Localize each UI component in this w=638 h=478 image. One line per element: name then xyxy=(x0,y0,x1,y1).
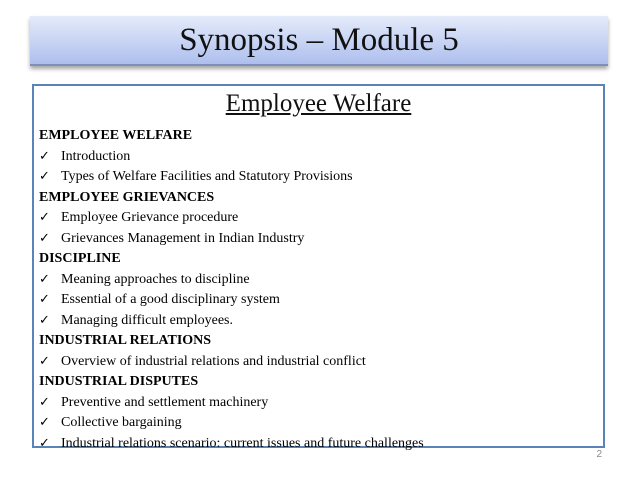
checkmark-icon: ✓ xyxy=(39,292,50,307)
section-heading: INDUSTRIAL DISPUTES xyxy=(39,374,199,389)
list-item xyxy=(39,413,424,434)
list-item-text: Preventive and settlement machinery xyxy=(61,394,269,410)
checkmark-icon: ✓ xyxy=(39,435,50,451)
list-item xyxy=(39,147,424,168)
list-item-text: Types of Welfare Facilities and Statutory Provisions xyxy=(61,169,353,184)
content-box xyxy=(32,84,605,451)
list-item-text: Overview of industrial relations and industrial conflict xyxy=(61,353,366,369)
checkmark-icon: ✓ xyxy=(39,148,50,164)
title-banner xyxy=(30,16,608,66)
section-heading: EMPLOYEE WELFARE xyxy=(39,128,193,143)
list-item xyxy=(39,434,424,455)
checkmark-icon: ✓ xyxy=(39,271,50,287)
list-item-text: Employee Grievance procedure xyxy=(61,210,239,225)
checkmark-icon: ✓ xyxy=(39,230,50,246)
list-item xyxy=(39,229,424,250)
slide-subtitle: Employee Welfare xyxy=(225,90,412,117)
synopsis-list xyxy=(39,126,424,454)
list-item-text: Introduction xyxy=(61,148,131,164)
checkmark-icon: ✓ xyxy=(39,394,50,410)
page-number: 2 xyxy=(596,449,602,460)
list-item-text: Meaning approaches to discipline xyxy=(61,271,250,287)
section-heading: INDUSTRIAL RELATIONS xyxy=(39,333,212,348)
checkmark-icon: ✓ xyxy=(39,415,50,430)
checkmark-icon: ✓ xyxy=(39,312,50,328)
list-item xyxy=(39,393,424,414)
list-item-text: Grievances Management in Indian Industry xyxy=(61,230,305,246)
list-item-text: Managing difficult employees. xyxy=(61,312,233,328)
list-item xyxy=(39,311,424,332)
list-item xyxy=(39,352,424,373)
slide-title: Synopsis – Module 5 xyxy=(179,21,459,58)
list-item xyxy=(39,270,424,291)
list-item xyxy=(39,290,424,311)
list-item-text: Industrial relations scenario: current issues and future challenges xyxy=(61,435,424,451)
list-item xyxy=(39,208,424,229)
checkmark-icon: ✓ xyxy=(39,169,50,184)
list-item-text: Collective bargaining xyxy=(61,415,182,430)
checkmark-icon: ✓ xyxy=(39,353,50,369)
checkmark-icon: ✓ xyxy=(39,210,50,225)
section-heading: DISCIPLINE xyxy=(39,251,121,266)
section-heading: EMPLOYEE GRIEVANCES xyxy=(39,189,215,205)
list-item xyxy=(39,167,424,188)
list-item-text: Essential of a good disciplinary system xyxy=(61,292,280,307)
